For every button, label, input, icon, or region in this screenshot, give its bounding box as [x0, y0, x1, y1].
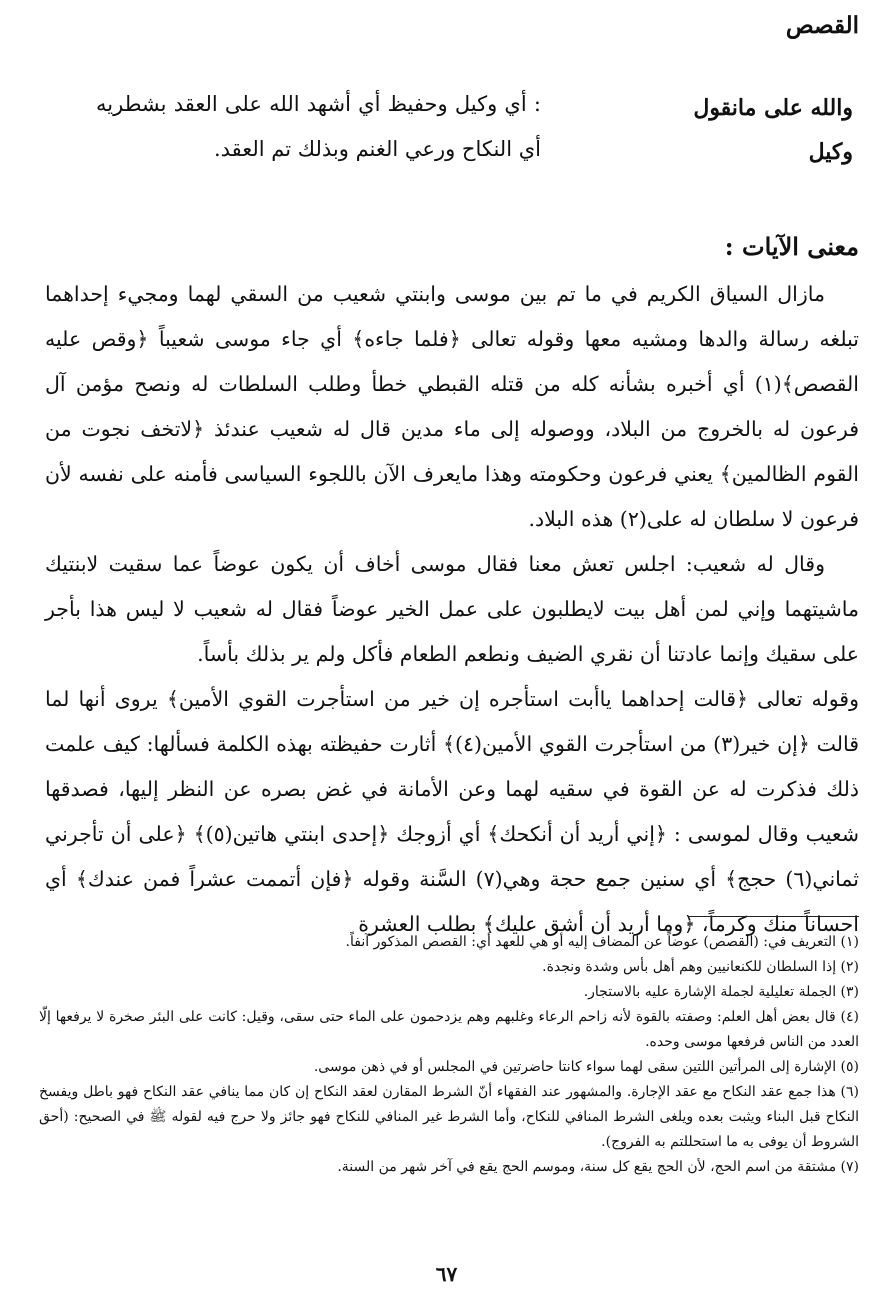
footnote: (٣) الجملة تعليلية لجملة الإشارة عليه بالاستجار. — [583, 984, 859, 1000]
footnotes — [39, 930, 859, 1180]
page-number: ٦٧ — [435, 1262, 458, 1286]
footnote: (٤) قال بعض أهل العلم: وصفته بالقوة لأنه زاحم الرعاء وغلبهم وهم يزدحمون على الماء حتى سقى، وقيل: كانت على البئر صخرة لا يرفعها إلّا العدد من الناس فرفعها موسى وحده. — [39, 1009, 859, 1050]
paragraph: وقال له شعيب: اجلس تعش معنا فقال موسى أخاف أن يكون عوضاً عما سقيت لابنتيك ماشيتهما وإني لمن أهل بيت لايطلبون على عمل الخير عوضاً فقال له شعيب لا ليس هذا بأجر على سقيك وإنما عادتنا أن نقري الضيف ونطعم الطعام فأكل ولم ير بذلك بأساً. — [45, 552, 859, 666]
section-title: معنى الآيات : — [724, 232, 859, 261]
vocabulary-definition: : أي وكيل وحفيظ أي أشهد الله على العقد بشطريه أي النكاح ورعي الغنم وبذلك تم العقد. — [96, 92, 541, 161]
vocabulary-term: والله على مانقول وكيل — [693, 95, 853, 165]
paragraph: وقوله تعالى ﴿قالت إحداهما ياأبت استأجره إن خير من استأجرت القوي الأمين﴾ يروى أنها لما قالت ﴿إن خير(٣) من استأجرت القوي الأمين(٤)﴾ أثارت حفيظته بهذه الكلمة فسألها: كيف علمت ذلك فذكرت له عن القوة في سقيه لهما وعن الأمانة في غض بصره عن النظر إليها، فصدقها شعيب وقال لموسى : ﴿إني أريد أن أنكحك﴾ أي أزوجك ﴿إحدى ابنتي هاتين(٥)﴾ ﴿على أن تأجرني ثماني(٦) حجج﴾ أي سنين جمع حجة وهي(٧) السَّنة وقوله ﴿فإن أتممت عشراً فمن عندك﴾ أي احساناً منك وكرماً، ﴿وما أريد أن أشق عليك﴾ بطلب العشرة — [45, 687, 860, 936]
footnote: (٥) الإشارة إلى المرأتين اللتين سقى لهما سواء كانتا حاضرتين في المجلس أو في ذهن موسى. — [313, 1059, 859, 1075]
footnote: (٢) إذا السلطان للكنعانيين وهم أهل بأس وشدة ونجدة. — [542, 959, 859, 975]
footnote: (٦) هذا جمع عقد النكاح مع عقد الإجارة. والمشهور عند الفقهاء أنّ الشرط المقارن لعقد النكاح إن كان مما ينافي عقد النكاح فهو باطل ويفسخ النكاح قبل البناء ويثبت بعده ويلغى الشرط المنافي للنكاح، وأما الشرط غير المنافي للنكاح فهو جائز ولا حرج فيه لقوله ﷺ في الصحيح: (أحق الشروط أن يوفى به ما استحللتم به الفروج). — [39, 1084, 859, 1150]
body-text — [45, 272, 859, 947]
footnote: (١) التعريف في: (القصص) عوضاً عن المضاف إليه أو هي للعهد أي: القصص المذكور آنفاً. — [345, 934, 859, 950]
footnote: (٧) مشتقة من اسم الحج، لأن الحج يقع كل سنة، وموسم الحج يقع في آخر شهر من السنة. — [337, 1159, 859, 1175]
paragraph: مازال السياق الكريم في ما تم بين موسى وابنتي شعيب من السقي لهما ومجيء إحداهما تبلغه رسالة والدها ومشيه معها وقوله تعالى ﴿فلما جاءه﴾ أي جاء موسى شعيباً ﴿وقص عليه القصص﴾(١) أي أخبره بشأنه كله من قتله القبطي خطأ وطلب السلطات له ونصح مؤمن آل فرعون له بالخروج من البلاد، ووصوله إلى ماء مدين قال له شعيب عندئذ ﴿لاتخف نجوت من القوم الظالمين﴾ يعني فرعون وحكومته وهذا مايعرف الآن باللجوء السياسى فأمنه على نفسه لأن فرعون لا سلطان له على(٢) هذه البلاد. — [45, 282, 859, 531]
running-header: القصص — [785, 12, 859, 39]
footnote-separator — [689, 916, 859, 917]
